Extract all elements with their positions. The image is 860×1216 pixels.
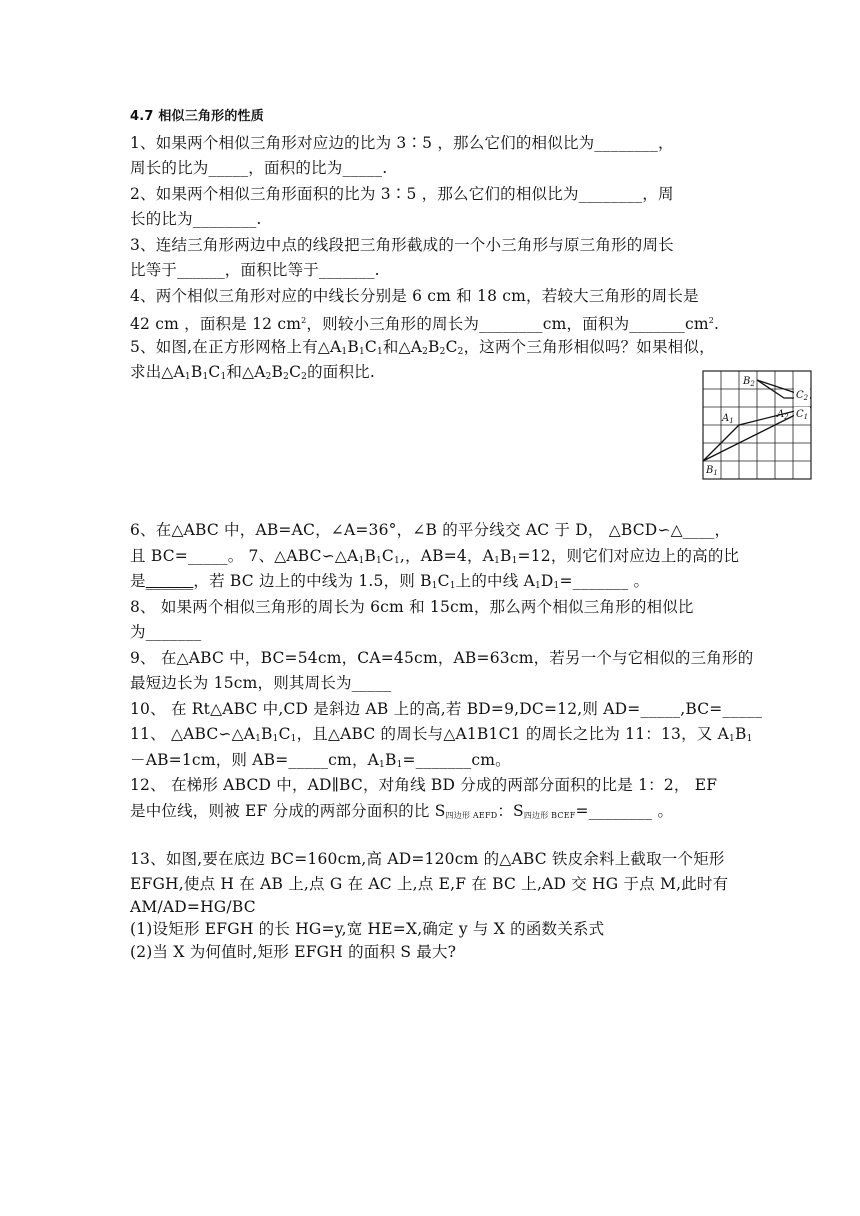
q6-u2: ，若 BC 边上的中线为 1.5，则 B xyxy=(193,572,432,590)
q6-t1: 且 BC=_____。 7、△ABC∽△A xyxy=(130,547,359,565)
q5-t3: C xyxy=(364,338,377,356)
q12-line1: 12、 在梯形 ABCD 中，AD∥BC，对角线 BD 分成的两部分面积的比是 1：2， EF xyxy=(130,776,718,794)
q12-t3: =________ 。 xyxy=(575,802,674,820)
q5-u3: C xyxy=(208,363,221,381)
q13-line2: EFGH,使点 H 在 AB 上,点 G 在 AC 上,点 E,F 在 BC 上,AD 交 HG 于点 M,此时有 xyxy=(130,875,729,893)
label-a1: $A_1$ xyxy=(722,413,734,425)
q2-line1: 2、如果两个相似三角形面积的比为 3∶5 ，那么它们的相似比为________，周 xyxy=(130,185,674,203)
q5-u5: B xyxy=(271,363,284,381)
label-c2: $C_2$ xyxy=(796,390,809,402)
q5-u4: 和△A xyxy=(226,363,266,381)
q5-t7: ，这两个三角形相似吗？如果相似， xyxy=(463,338,715,356)
q5-s3: 1 xyxy=(376,347,383,357)
q11-u3: =_______cm。 xyxy=(402,751,511,769)
q5-u6: C xyxy=(289,363,302,381)
q12-t1: 是中位线，则被 EF 分成的两部分面积的比 S xyxy=(130,802,446,820)
q6-line1: 6、在△ABC 中，AB=AC，∠A=36°，∠B 的平分线交 AC 于 D， △BCD∽△____， xyxy=(130,521,731,539)
q6-t2: B xyxy=(364,547,376,565)
q6-v1: 1 xyxy=(431,581,438,591)
q13-line4: (1)设矩形 EFGH 的长 HG=y,宽 HE=X,确定 y 与 X 的函数关系式 xyxy=(130,920,605,938)
q6-s1: 1 xyxy=(358,556,365,566)
q4-line1: 4、两个相似三角形对应的中线长分别是 6 cm 和 18 cm，若较大三角形的周长是 xyxy=(130,287,699,305)
q6-s4: 1 xyxy=(494,556,501,566)
q1-line2: 周长的比为_____，面积的比为_____. xyxy=(130,159,388,177)
q3-line1: 3、连结三角形两边中点的线段把三角形截成的一个小三角形与原三角形的周长 xyxy=(130,236,674,254)
q5-u7: 的面积比. xyxy=(307,363,376,381)
q5-line1 xyxy=(130,336,730,363)
q11-u2: B xyxy=(384,751,397,769)
q11-t1: 11、 △ABC∽△A xyxy=(130,725,256,743)
q6-s2: 1 xyxy=(375,556,382,566)
q5-s4: 2 xyxy=(422,347,429,357)
q8-line1: 8、 如果两个相似三角形的周长为 6cm 和 15cm，那么两个相似三角形的相似比 xyxy=(130,598,694,616)
q11-t2: B xyxy=(261,725,273,743)
q11-line1 xyxy=(130,723,753,750)
q12-s1: 四边形 AEFD xyxy=(445,811,498,820)
q1-line1: 1、如果两个相似三角形对应边的比为 3∶5 ，那么它们的相似比为________， xyxy=(130,134,674,152)
q5-v6: 2 xyxy=(301,372,308,382)
q6-u5: D xyxy=(540,572,554,590)
label-a2: $A_2$ xyxy=(777,409,789,421)
q11-s1: 1 xyxy=(255,734,262,744)
q5-u1: 求出△A xyxy=(130,363,185,381)
q8-line2: 为_______ xyxy=(130,623,202,641)
q6-v2: 1 xyxy=(449,581,456,591)
q6-u4: 上的中线 A xyxy=(455,572,535,590)
q2-line2: 长的比为________. xyxy=(130,210,262,228)
q5-t6: C xyxy=(445,338,458,356)
q4-sup1: 2 xyxy=(301,316,307,325)
q6-t4: ,，AB=4，A xyxy=(399,547,495,565)
q11-v1: 1 xyxy=(379,760,385,770)
q5-t5: B xyxy=(428,338,440,356)
q5-v2: 1 xyxy=(202,372,209,382)
q5-v4: 2 xyxy=(265,372,272,382)
q12-s2: 四边形 BCEF xyxy=(523,811,576,820)
q6-v3: 1 xyxy=(534,581,541,591)
q5-line2 xyxy=(130,361,730,388)
q11-v2: 1 xyxy=(396,760,403,770)
label-b2: $B_2$ xyxy=(743,376,755,388)
q6-line3 xyxy=(130,570,730,597)
q11-s5: 1 xyxy=(746,734,753,744)
q4-text-c: . xyxy=(714,315,720,333)
label-b1: $B_1$ xyxy=(706,465,718,477)
q11-u1: －AB=1cm，则 AB=_____cm，A xyxy=(130,751,380,769)
q11-line2 xyxy=(130,749,730,776)
q6-t3: C xyxy=(381,547,394,565)
square-grid-figure xyxy=(702,370,812,480)
q13-line3: AM/AD=HG/BC xyxy=(130,898,256,916)
q5-t2: B xyxy=(347,338,359,356)
q12-t2: ：S xyxy=(497,802,524,820)
q5-s5: 2 xyxy=(439,347,446,357)
grid-lines xyxy=(703,371,811,479)
q6-u3: C xyxy=(437,572,450,590)
q6-u6: =_______ 。 xyxy=(559,572,650,590)
q6-s5: 1 xyxy=(511,556,518,566)
q6-t6: =12，则它们对应边上的高的比 xyxy=(517,547,740,565)
q9-line2: 最短边长为 15cm，则其周长为_____ xyxy=(130,674,392,692)
q5-t4: 和△A xyxy=(382,338,423,356)
q6-line2 xyxy=(130,545,740,572)
q4-line2 xyxy=(130,310,730,335)
q4-text-b: ，则较小三角形的周长为________cm，面积为_______cm xyxy=(306,315,709,333)
q11-s2: 1 xyxy=(272,734,279,744)
q6-t5: B xyxy=(500,547,512,565)
q10-line1: 10、 在 Rt△ABC 中,CD 是斜边 AB 上的高,若 BD=9,DC=12,则 AD=_____,BC=_____ xyxy=(130,700,763,718)
q4-text-a: 42 cm ，面积是 12 cm xyxy=(130,315,302,333)
q11-t3: C xyxy=(278,725,291,743)
q5-v5: 2 xyxy=(283,372,290,382)
q5-v3: 1 xyxy=(220,372,227,382)
q9-line1: 9、 在△ABC 中，BC=54cm，CA=45cm，AB=63cm，若另一个与它相似的三角形的 xyxy=(130,649,754,667)
q11-t5: B xyxy=(734,725,747,743)
label-c1: $C_1$ xyxy=(796,409,809,421)
q5-s2: 1 xyxy=(358,347,365,357)
q5-v1: 1 xyxy=(184,372,191,382)
q11-s3: 1 xyxy=(290,734,297,744)
q6-v4: 1 xyxy=(553,581,560,591)
q5-s6: 2 xyxy=(457,347,464,357)
q6-u1: 是 xyxy=(130,572,146,590)
q6-blank: ______ xyxy=(145,572,194,590)
q5-t1: 5、如图,在正方形网格上有△A xyxy=(130,338,342,356)
q13-line1: 13、如图,要在底边 BC=160cm,高 AD=120cm 的△ABC 铁皮余料上截取一个矩形 xyxy=(130,850,725,868)
q12-line2 xyxy=(130,800,730,827)
section-title: 4.7 相似三角形的性质 xyxy=(130,109,264,124)
q13-line5: (2)当 X 为何值时,矩形 EFGH 的面积 S 最大? xyxy=(130,943,457,961)
q4-sup2: 2 xyxy=(708,316,715,325)
q11-t4: ，且△ABC 的周长与△A1B1C1 的周长之比为 11：13，又 A xyxy=(296,725,730,743)
q3-line2: 比等于______，面积比等于_______. xyxy=(130,261,380,279)
q5-s1: 1 xyxy=(341,347,348,357)
q6-s3: 1 xyxy=(393,556,400,566)
q5-u2: B xyxy=(190,363,203,381)
q11-s4: 1 xyxy=(729,734,735,744)
